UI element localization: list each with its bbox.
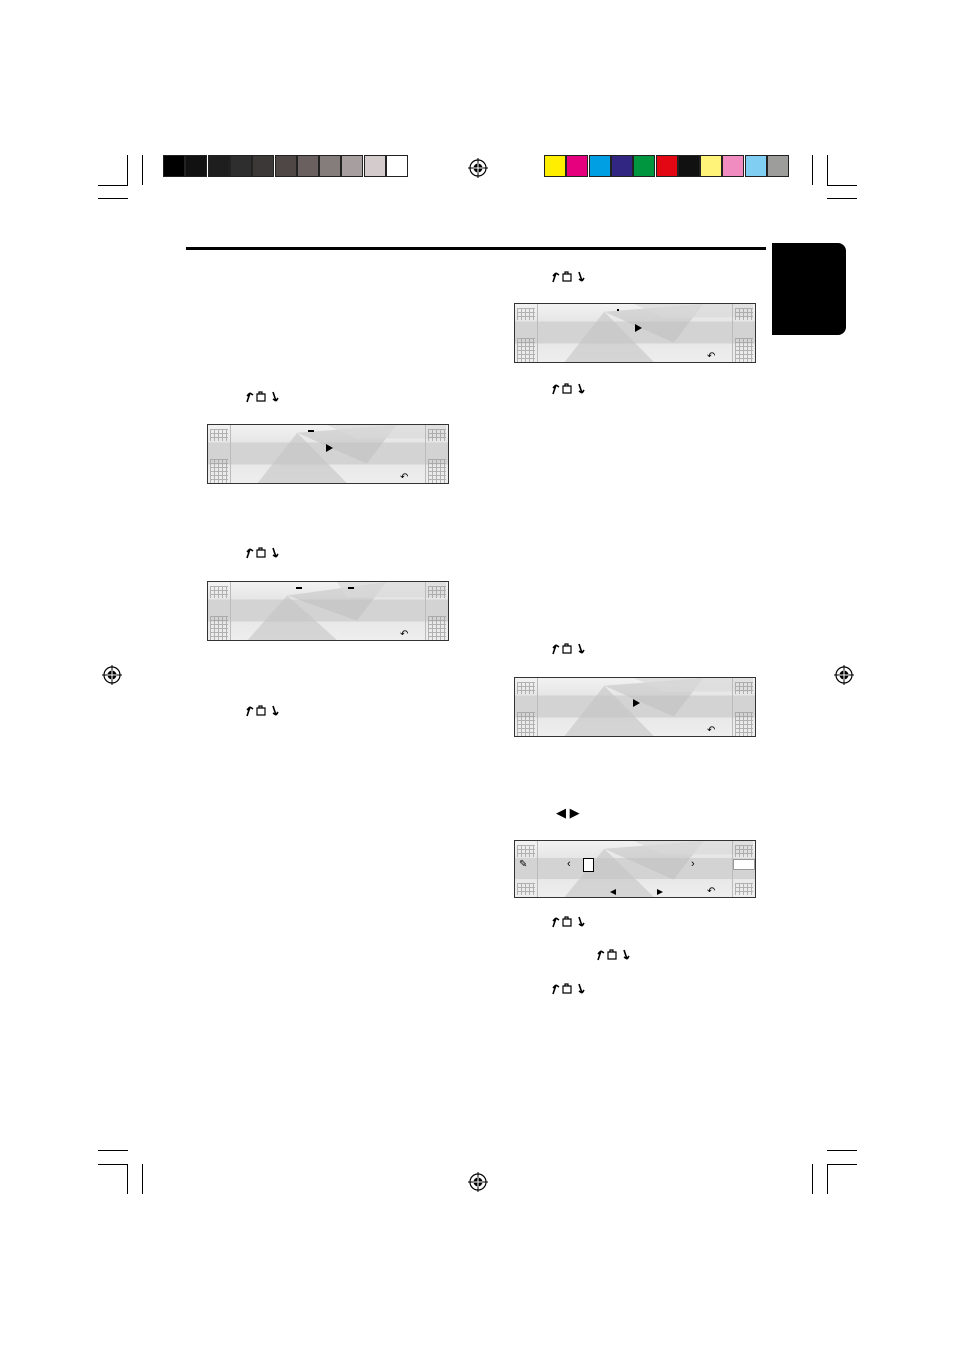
lcd-display-3 xyxy=(514,303,756,363)
up-push-down-control-icon xyxy=(550,915,586,929)
crop-mark xyxy=(127,1164,128,1194)
side-panel xyxy=(425,425,448,483)
return-icon: ↶ xyxy=(707,886,716,897)
up-push-down-control-icon xyxy=(550,982,586,996)
registration-mark-icon xyxy=(468,158,488,178)
rewind-icon xyxy=(610,889,616,895)
return-icon: ↶ xyxy=(400,629,409,640)
bracket-left: ‹ xyxy=(567,858,571,870)
up-push-down-control-icon xyxy=(550,270,586,284)
crop-mark xyxy=(127,155,128,185)
gray-swatch xyxy=(163,155,185,177)
crop-mark xyxy=(827,185,857,186)
color-swatch xyxy=(656,155,678,177)
display-background xyxy=(515,841,755,897)
play-icon xyxy=(326,444,333,452)
side-panel xyxy=(515,304,538,362)
forward-icon xyxy=(657,889,663,895)
cursor-mark xyxy=(348,587,354,589)
edit-cursor xyxy=(583,858,594,872)
side-panel xyxy=(425,582,448,640)
color-swatch xyxy=(700,155,722,177)
display-background xyxy=(515,304,755,362)
gray-swatch xyxy=(208,155,230,177)
crop-mark xyxy=(812,1164,813,1194)
cursor-mark xyxy=(308,430,314,432)
color-swatch xyxy=(745,155,767,177)
side-panel xyxy=(732,304,755,362)
crop-mark xyxy=(827,1164,857,1165)
display-background xyxy=(208,582,448,640)
crop-mark xyxy=(827,1164,828,1194)
up-push-down-control-icon xyxy=(550,642,586,656)
display-background xyxy=(515,678,755,736)
color-swatch xyxy=(611,155,633,177)
side-panel xyxy=(732,678,755,736)
registration-mark-icon xyxy=(102,665,122,685)
lcd-display-1 xyxy=(207,424,449,484)
up-push-down-control-icon xyxy=(550,382,586,396)
gray-swatch xyxy=(341,155,363,177)
gray-swatch xyxy=(364,155,386,177)
color-swatch xyxy=(544,155,566,177)
color-swatch xyxy=(722,155,744,177)
cursor-mark xyxy=(296,587,302,589)
cursor-mark xyxy=(617,309,619,311)
side-button-box xyxy=(733,859,755,870)
bracket-right: › xyxy=(691,858,695,870)
play-icon xyxy=(635,324,642,332)
color-swatch xyxy=(566,155,588,177)
gray-swatch xyxy=(230,155,252,177)
crop-mark xyxy=(98,1164,128,1165)
crop-mark xyxy=(98,1150,128,1151)
lcd-display-2 xyxy=(207,581,449,641)
side-panel xyxy=(208,425,231,483)
header-rule xyxy=(186,247,766,250)
gray-swatch xyxy=(275,155,297,177)
color-swatch xyxy=(767,155,789,177)
crop-mark xyxy=(827,1150,857,1151)
lcd-display-4 xyxy=(514,677,756,737)
crop-mark xyxy=(827,155,828,185)
play-icon xyxy=(633,699,640,707)
return-icon: ↶ xyxy=(707,725,716,736)
up-push-down-control-icon xyxy=(244,546,280,560)
gray-swatch xyxy=(297,155,319,177)
color-swatch xyxy=(633,155,655,177)
lcd-display-5 xyxy=(514,840,756,898)
language-tab xyxy=(772,243,846,335)
display-background xyxy=(208,425,448,483)
color-swatch xyxy=(589,155,611,177)
registration-mark-icon xyxy=(468,1172,488,1192)
crop-mark xyxy=(142,155,143,185)
up-push-down-control-icon xyxy=(244,390,280,404)
pen-icon: ✎ xyxy=(519,859,528,870)
side-panel xyxy=(208,582,231,640)
gray-swatch xyxy=(252,155,274,177)
crop-mark xyxy=(98,185,128,186)
up-push-down-control-icon xyxy=(244,704,280,718)
crop-mark xyxy=(142,1164,143,1194)
return-icon: ↶ xyxy=(707,351,716,362)
gray-swatch xyxy=(185,155,207,177)
crop-mark xyxy=(98,198,128,199)
registration-mark-icon xyxy=(834,665,854,685)
crop-mark xyxy=(812,155,813,185)
up-push-down-control-icon xyxy=(595,948,631,962)
side-panel xyxy=(515,678,538,736)
left-right-arrows-icon: ◀ ▶ xyxy=(556,805,580,820)
gray-swatch xyxy=(386,155,408,177)
gray-swatch xyxy=(319,155,341,177)
color-swatch xyxy=(678,155,700,177)
return-icon: ↶ xyxy=(400,472,409,483)
crop-mark xyxy=(827,198,857,199)
